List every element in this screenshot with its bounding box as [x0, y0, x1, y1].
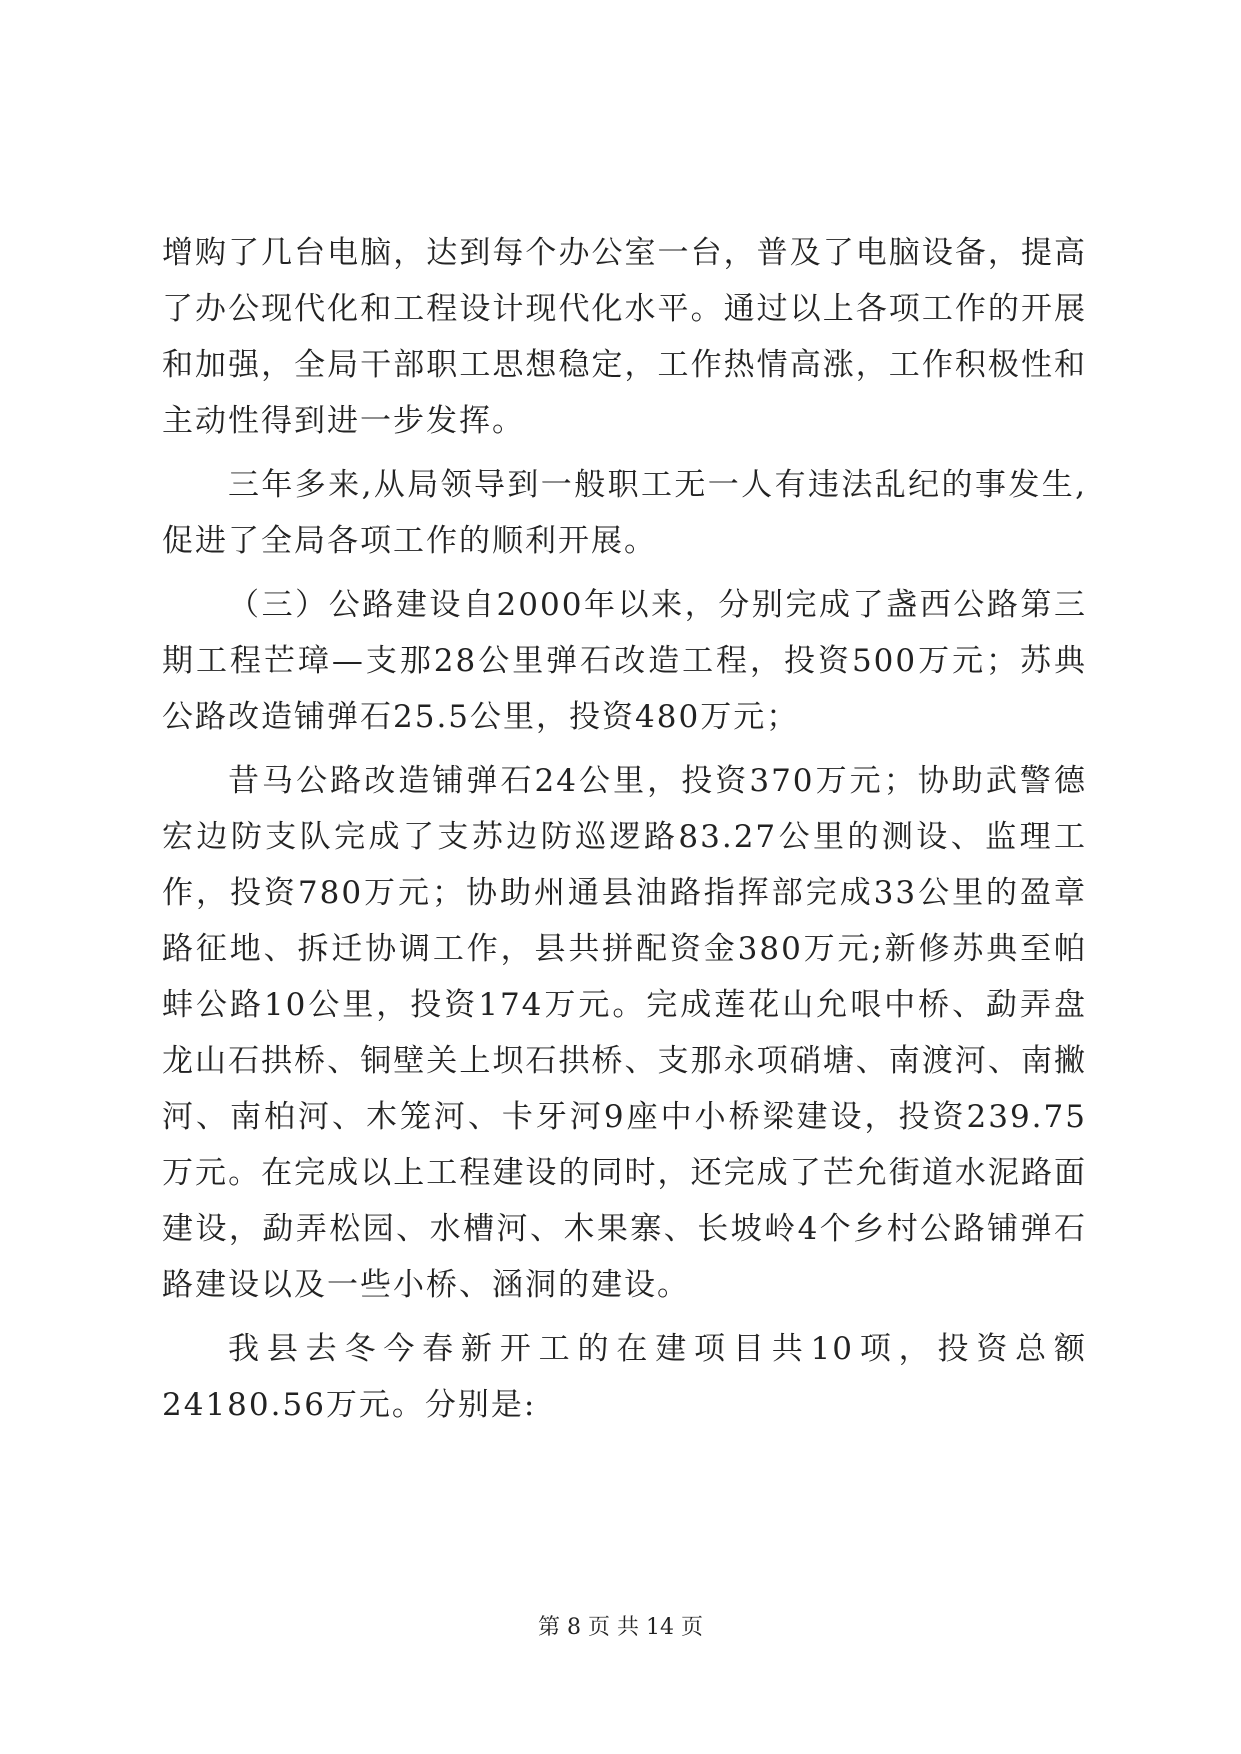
- paragraph-road-construction: （三）公路建设自2000年以来，分别完成了盏西公路第三期工程芒璋—支那28公里弹石改造工程，投资500万元；苏典公路改造铺弹石25.5公里，投资480万元；: [162, 587, 1087, 735]
- paragraph-new-projects: 我县去冬今春新开工的在建项目共10项，投资总额24180.56万元。分别是:: [162, 1331, 1087, 1423]
- document-body: [162, 225, 1087, 1433]
- page-number-footer: 第 8 页 共 14 页: [538, 1615, 703, 1640]
- paragraph-projects-completed: 昔马公路改造铺弹石24公里，投资370万元；协助武警德宏边防支队完成了支苏边防巡逻路83.27公里的测设、监理工作，投资780万元；协助州通县油路指挥部完成33公里的盈章路征地、拆迁协调工作，县共拼配资金380万元;新修苏典至帕蚌公路10公里，投资174万元。完成莲花山允哏中桥、勐弄盘龙山石拱桥、铜壁关上坝石拱桥、支那永项硝塘、南渡河、南撇河、南柏河、木笼河、卡牙河9座中小桥梁建设，投资239.75万元。在完成以上工程建设的同时，还完成了芒允街道水泥路面建设，勐弄松园、水槽河、木果寨、长坡岭4个乡村公路铺弹石路建设以及一些小桥、涵洞的建设。: [162, 763, 1087, 1303]
- paragraph-discipline: 三年多来,从局领导到一般职工无一人有违法乱纪的事发生,促进了全局各项工作的顺利开展。: [162, 467, 1087, 559]
- paragraph-continuation: 增购了几台电脑，达到每个办公室一台，普及了电脑设备，提高了办公现代化和工程设计现代化水平。通过以上各项工作的开展和加强，全局干部职工思想稳定，工作热情高涨，工作积极性和主动性得到进一步发挥。: [162, 235, 1087, 439]
